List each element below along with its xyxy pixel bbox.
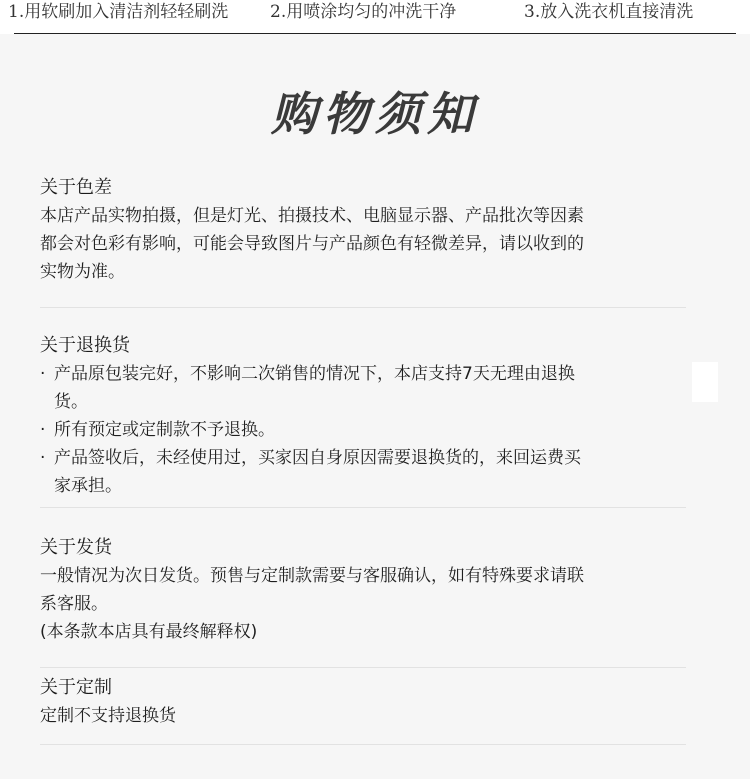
- section-heading: 关于发货: [40, 537, 112, 558]
- list-item-text: 产品签收后，未经使用过，买家因自身原因需要退换货的，来回运费买: [54, 448, 581, 468]
- section-heading: 关于定制: [40, 677, 112, 698]
- body-line: 定制不支持退换货: [40, 706, 176, 726]
- body-line: 实物为准。: [40, 262, 125, 282]
- list-item-text: 产品原包装完好，不影响二次销售的情况下，本店支持7天无理由退换: [54, 364, 575, 384]
- section-body: [40, 702, 700, 730]
- list-item: [40, 416, 700, 444]
- care-step-2: 2.用喷涂均匀的冲洗干净: [270, 2, 457, 22]
- care-step-3: 3.放入洗衣机直接清洗: [524, 2, 694, 22]
- page-title: 购物须知: [271, 87, 479, 141]
- care-step-1: 1.用软刷加入清洁剂轻轻刷洗: [8, 2, 229, 22]
- body-line: 本店产品实物拍摄，但是灯光、拍摄技术、电脑显示器、产品批次等因素: [40, 206, 584, 226]
- bullet-mark: ·: [40, 448, 46, 468]
- body-line: 系客服。: [40, 594, 108, 614]
- shopping-notice-panel: [0, 34, 750, 779]
- section-heading: 关于色差: [40, 177, 112, 198]
- section-body: [40, 562, 700, 646]
- body-line: 一般情况为次日发货。预售与定制款需要与客服确认，如有特殊要求请联: [40, 566, 584, 586]
- section-heading: 关于退换货: [40, 335, 130, 356]
- section-custom: [40, 674, 700, 730]
- bullet-mark: ·: [40, 420, 46, 440]
- body-line: 都会对色彩有影响，可能会导致图片与产品颜色有轻微差异，请以收到的: [40, 234, 584, 254]
- list-item-text: 货。: [54, 392, 88, 412]
- section-body: [40, 202, 700, 286]
- section-divider: [40, 744, 686, 745]
- section-divider: [40, 507, 686, 508]
- list-item: [40, 444, 700, 500]
- section-color-difference: [40, 174, 700, 286]
- section-divider: [40, 667, 686, 668]
- section-shipping: [40, 534, 700, 646]
- body-line: (本条款本店具有最终解释权): [40, 622, 258, 642]
- section-body: [40, 360, 700, 500]
- section-divider: [40, 307, 686, 308]
- section-returns: [40, 332, 700, 500]
- list-item-text: 所有预定或定制款不予退换。: [54, 420, 275, 440]
- list-item-text: 家承担。: [54, 476, 122, 496]
- list-item: [40, 360, 700, 416]
- blank-patch: [692, 362, 718, 402]
- bullet-mark: ·: [40, 364, 46, 384]
- care-instructions-strip: [0, 0, 750, 34]
